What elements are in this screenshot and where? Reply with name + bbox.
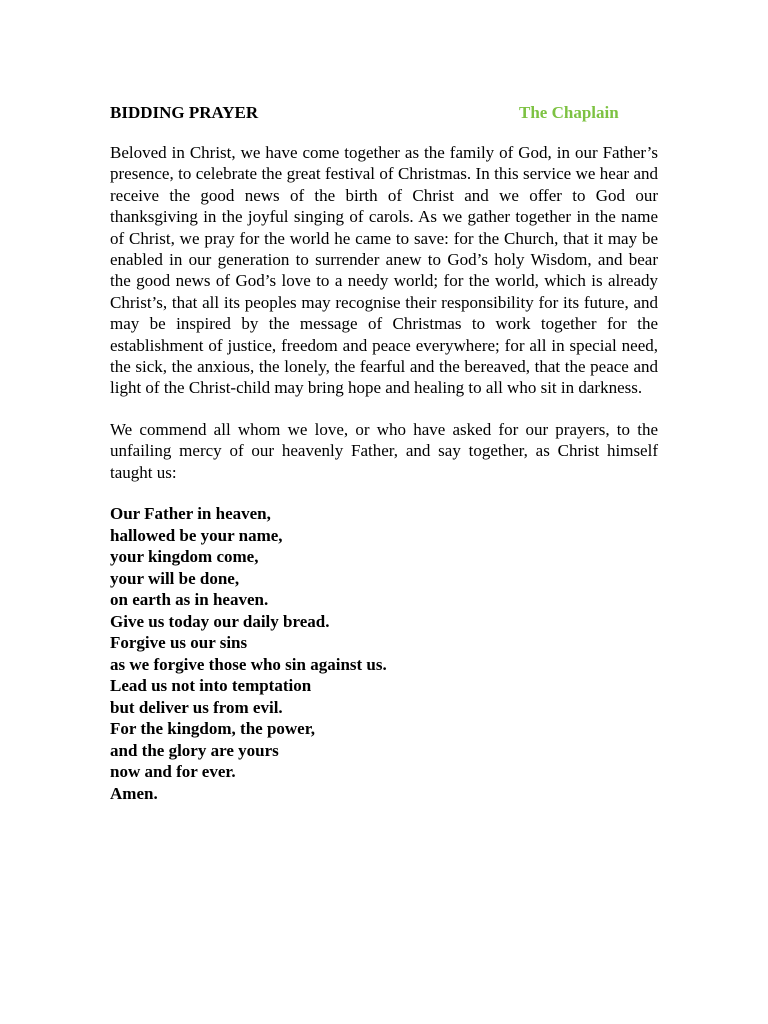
prayer-line: hallowed be your name, bbox=[110, 525, 283, 545]
prayer-line: Lead us not into temptation bbox=[110, 676, 312, 696]
prayer-line: and the glory are yours bbox=[110, 740, 279, 760]
prayer-line-amen: Amen. bbox=[110, 783, 158, 803]
prayer-line: Give us today our daily bread. bbox=[110, 611, 330, 631]
prayer-line: For the kingdom, the power, bbox=[110, 719, 315, 739]
commendation-paragraph: We commend all whom we love, or who have asked for our prayers, to the unfailing mercy of our heavenly Father, and say together, as Christ himself taught us: bbox=[110, 419, 658, 482]
prayer-line: on earth as in heaven. bbox=[110, 590, 269, 610]
officiant-label: The Chaplain bbox=[519, 103, 619, 122]
lords-prayer bbox=[110, 503, 658, 804]
prayer-line: as we forgive those who sin against us. bbox=[110, 654, 387, 674]
document-page bbox=[110, 100, 658, 804]
prayer-line: your will be done, bbox=[110, 568, 240, 588]
section-title: BIDDING PRAYER bbox=[110, 103, 259, 122]
bidding-paragraph: Beloved in Christ, we have come together as the family of God, in our Father’s presence, to celebrate the great festival of Christmas. In this service we hear and receive the good news of the birth of Christ and we offer to God our thanksgiving in the joyful singing of carols. As we gather together in the name of Christ, we pray for the world he came to save: for the Church, that it may be enabled in our generation to surrender anew to God’s holy Wisdom, and bear the good news of God’s love to a needy world; for the world, which is already Christ’s, that all its peoples may recognise their responsibility for its future, and may be inspired by the message of Christmas to work together for the establishment of justice, freedom and peace everywhere; for all in special need, the sick, the anxious, the lonely, the fearful and the bereaved, that the peace and light of the Christ-child may bring hope and healing to all who sit in darkness. bbox=[110, 143, 658, 398]
section-header bbox=[110, 100, 658, 126]
prayer-line: but deliver us from evil. bbox=[110, 697, 283, 717]
prayer-line: Our Father in heaven, bbox=[110, 504, 271, 524]
prayer-line: now and for ever. bbox=[110, 762, 236, 782]
prayer-line: your kingdom come, bbox=[110, 547, 259, 567]
prayer-line: Forgive us our sins bbox=[110, 633, 248, 653]
